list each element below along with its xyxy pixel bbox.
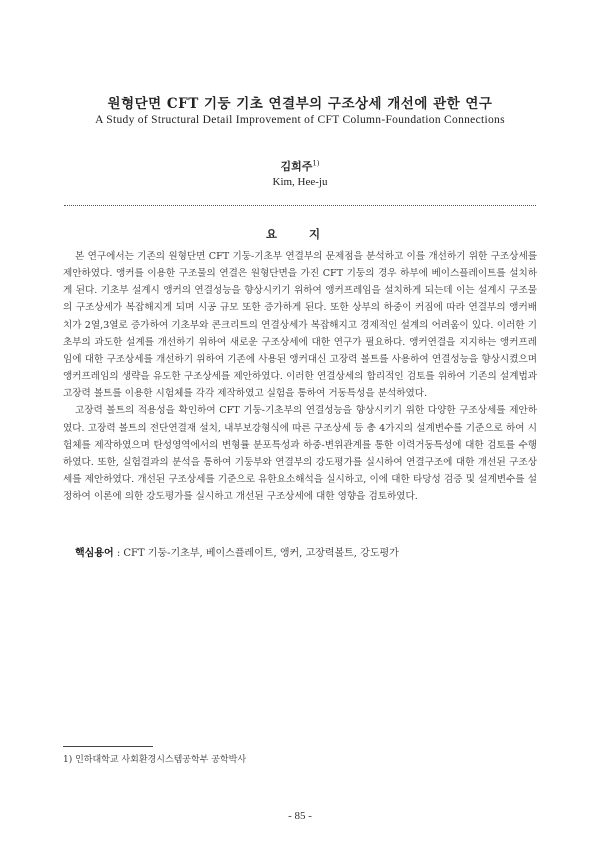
keywords-label: 핵심용어 xyxy=(75,548,114,559)
abstract-heading: 요 지 xyxy=(265,227,335,241)
footnote-rule xyxy=(63,746,153,747)
keywords xyxy=(75,544,535,559)
paper-title-english: A Study of Structural Detail Improvement of CFT Column-Foundation Connections xyxy=(95,114,505,126)
abstract-body xyxy=(63,248,537,505)
author-name-korean: 김희주 xyxy=(280,160,313,173)
paper-title-korean: 원형단면 CFT 기둥 기초 연결부의 구조상세 개선에 관한 연구 xyxy=(107,96,493,112)
footnote-affiliation: 1) 인하대학교 사회환경시스템공학부 공학박사 xyxy=(63,755,247,765)
keywords-text: : CFT 기둥-기초부, 베이스플레이트, 앵커, 고장력볼트, 강도평가 xyxy=(113,548,399,559)
author-korean xyxy=(0,158,600,174)
author-english: Kim, Hee-ju xyxy=(272,176,328,188)
author-footnote-marker: 1) xyxy=(312,159,320,168)
dotted-divider xyxy=(64,205,536,206)
abstract-paragraph-1: 본 연구에서는 기존의 원형단면 CFT 기둥-기초부 연결부의 문제점을 분석하고 이를 개선하기 위한 구조상세를 제안하였다. 앵커를 이용한 구조물의 연결은 원형단면을 가진 CFT 기둥의 경우 하부에 베이스플레이트를 설치하게 된다. 기초부 설계시 앵커의 연결성능을 향상시키기 위하여 앵커프레임을 설치하게 되는데 이는 설계시 구조물의 구조상세가 복잡해지게 되며 시공 규모 또한 증가하게 된다. 또한 상부의 하중이 커짐에 따라 연결부의 앵커배치가 2열,3열로 증가하여 기초부와 콘크리트의 연결상세가 복잡해지고 경제적인 설계의 어려움이 있다. 이러한 기초부의 과도한 설계를 개선하기 위하여 새로운 구조상세에 대한 연구가 필요하다. 앵커연결을 지지하는 앵커프레임에 대한 구조상세를 개선하기 위하여 기존에 사용된 앵커대신 고장력 볼트를 사용하여 연결성능을 향상시켰으며 앵커프레임의 생략을 유도한 구조상세를 제안하였다. 이러한 연결상세의 합리적인 검토를 위하여 기존의 설계법과 고장력 볼트를 이용한 시험체를 각각 제작하였고 실험을 통하여 거동특성을 분석하였다. xyxy=(63,251,537,400)
page-number: - 85 - xyxy=(288,810,312,822)
abstract-paragraph-2: 고장력 볼트의 적용성을 확인하여 CFT 기둥-기초부의 연결성능을 향상시키기 위한 다양한 구조상세를 제안하였다. 고장력 볼트의 전단연결재 설치, 내부보강형식에 따른 구조상세 등 총 4가지의 설계변수를 기준으로 하여 시험체를 제작하였으며 탄성영역에서의 변형률 분포특성과 하중-변위관계를 통한 이력거동특성에 대한 검토를 수행하였다. 또한, 실험결과의 분석을 통하여 기둥부와 연결부의 강도평가를 실시하여 연결구조에 대한 개선된 구조상세를 제안하였다. 개선된 구조상세를 기준으로 유한요소해석을 실시하고, 이에 대한 타당성 검증 및 설계변수를 설정하여 이론에 의한 강도평가를 실시하고 개선된 구조상세에 대한 영향을 검토하였다. xyxy=(63,405,537,503)
